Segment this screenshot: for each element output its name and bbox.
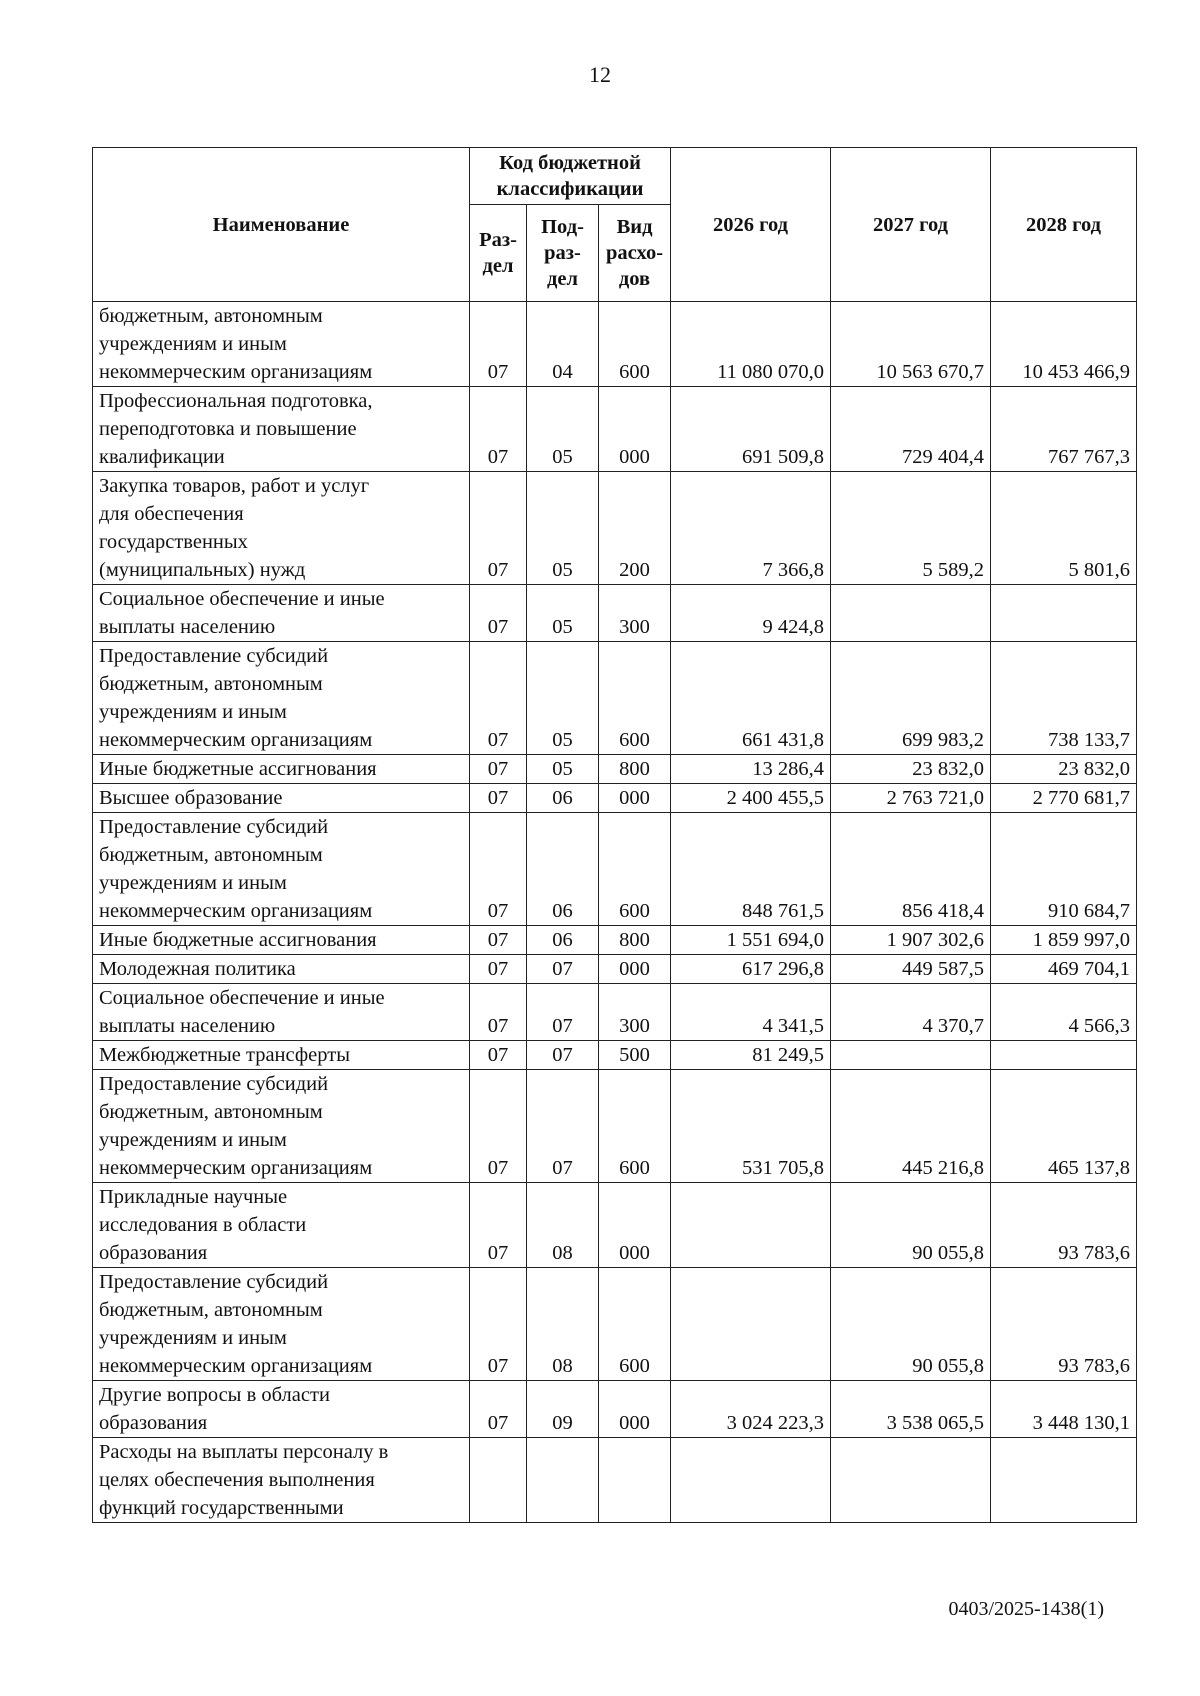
row-2027: 90 055,8	[831, 1183, 991, 1268]
row-podrazdel: 07	[527, 984, 599, 1041]
row-2028: 93 783,6	[991, 1268, 1137, 1381]
table-row	[93, 784, 1137, 813]
row-2026: 531 705,8	[671, 1070, 831, 1183]
header-2026: 2026 год	[671, 148, 831, 302]
row-vid: 000	[599, 1183, 671, 1268]
row-2027	[831, 1438, 991, 1523]
row-2028: 3 448 130,1	[991, 1381, 1137, 1438]
header-2027: 2027 год	[831, 148, 991, 302]
header-2028: 2028 год	[991, 148, 1137, 302]
header-vid: Вид расхо- дов	[599, 205, 671, 302]
row-razdel: 07	[470, 585, 527, 642]
row-podrazdel: 08	[527, 1183, 599, 1268]
row-2027: 699 983,2	[831, 642, 991, 755]
row-vid	[599, 1438, 671, 1523]
row-2026: 7 366,8	[671, 472, 831, 585]
row-podrazdel: 06	[527, 926, 599, 955]
row-razdel: 07	[470, 755, 527, 784]
row-vid: 000	[599, 387, 671, 472]
table-row	[93, 1183, 1137, 1268]
row-2027	[831, 585, 991, 642]
page-number: 12	[589, 62, 611, 87]
table-row	[93, 1041, 1137, 1070]
row-razdel: 07	[470, 1070, 527, 1183]
row-2026: 848 761,5	[671, 813, 831, 926]
row-2027: 4 370,7	[831, 984, 991, 1041]
row-name: Профессиональная подготовка, переподготовка и повышение квалификации	[93, 387, 470, 472]
row-2027: 729 404,4	[831, 387, 991, 472]
row-2028: 469 704,1	[991, 955, 1137, 984]
row-2028: 910 684,7	[991, 813, 1137, 926]
table-row	[93, 955, 1137, 984]
row-name: Межбюджетные трансферты	[93, 1041, 470, 1070]
row-2026: 1 551 694,0	[671, 926, 831, 955]
row-2028: 767 767,3	[991, 387, 1137, 472]
document-id: 0403/2025-1438(1)	[948, 1598, 1104, 1620]
row-2026	[671, 1183, 831, 1268]
table-row	[93, 1268, 1137, 1381]
row-razdel	[470, 1438, 527, 1523]
row-name: Молодежная политика	[93, 955, 470, 984]
row-razdel: 07	[470, 1268, 527, 1381]
row-2026: 9 424,8	[671, 585, 831, 642]
row-vid: 800	[599, 755, 671, 784]
row-2028	[991, 585, 1137, 642]
row-name: Расходы на выплаты персоналу в целях обеспечения выполнения функций государственными	[93, 1438, 470, 1523]
row-2027	[831, 1041, 991, 1070]
row-name: Высшее образование	[93, 784, 470, 813]
row-podrazdel: 09	[527, 1381, 599, 1438]
row-razdel: 07	[470, 926, 527, 955]
row-podrazdel: 06	[527, 784, 599, 813]
row-2027: 10 563 670,7	[831, 302, 991, 387]
row-name: Социальное обеспечение и иные выплаты населению	[93, 984, 470, 1041]
row-name: Предоставление субсидий бюджетным, автономным учреждениям и иным некоммерческим организациям	[93, 642, 470, 755]
table-row	[93, 387, 1137, 472]
row-2028: 10 453 466,9	[991, 302, 1137, 387]
row-2027: 23 832,0	[831, 755, 991, 784]
row-razdel: 07	[470, 472, 527, 585]
row-2026: 81 249,5	[671, 1041, 831, 1070]
row-2026: 4 341,5	[671, 984, 831, 1041]
row-2027: 3 538 065,5	[831, 1381, 991, 1438]
row-podrazdel: 05	[527, 387, 599, 472]
table-body	[93, 302, 1137, 1523]
table-row	[93, 926, 1137, 955]
row-2026: 691 509,8	[671, 387, 831, 472]
row-vid: 300	[599, 984, 671, 1041]
row-2028: 4 566,3	[991, 984, 1137, 1041]
row-podrazdel: 05	[527, 642, 599, 755]
row-podrazdel: 05	[527, 472, 599, 585]
row-2028: 738 133,7	[991, 642, 1137, 755]
row-vid: 500	[599, 1041, 671, 1070]
row-2027: 1 907 302,6	[831, 926, 991, 955]
row-vid: 300	[599, 585, 671, 642]
row-vid: 600	[599, 813, 671, 926]
row-2026: 661 431,8	[671, 642, 831, 755]
row-2028	[991, 1041, 1137, 1070]
row-2026	[671, 1438, 831, 1523]
row-vid: 600	[599, 302, 671, 387]
row-2026: 11 080 070,0	[671, 302, 831, 387]
table-row	[93, 813, 1137, 926]
row-vid: 600	[599, 1268, 671, 1381]
row-razdel: 07	[470, 642, 527, 755]
row-razdel: 07	[470, 955, 527, 984]
budget-table	[92, 147, 1137, 1523]
row-name: Иные бюджетные ассигнования	[93, 755, 470, 784]
row-vid: 000	[599, 955, 671, 984]
row-name: Предоставление субсидий бюджетным, автономным учреждениям и иным некоммерческим организациям	[93, 813, 470, 926]
row-razdel: 07	[470, 784, 527, 813]
row-vid: 000	[599, 1381, 671, 1438]
table-row	[93, 472, 1137, 585]
row-podrazdel: 08	[527, 1268, 599, 1381]
row-2027: 445 216,8	[831, 1070, 991, 1183]
table-row	[93, 1070, 1137, 1183]
row-name: Другие вопросы в области образования	[93, 1381, 470, 1438]
row-razdel: 07	[470, 1041, 527, 1070]
header-name: Наименование	[93, 148, 470, 302]
table-row	[93, 1381, 1137, 1438]
row-vid: 000	[599, 784, 671, 813]
row-name: Прикладные научные исследования в области образования	[93, 1183, 470, 1268]
table-header	[93, 148, 1137, 302]
row-2028: 2 770 681,7	[991, 784, 1137, 813]
row-name: Предоставление субсидий бюджетным, автономным учреждениям и иным некоммерческим организациям	[93, 1268, 470, 1381]
row-2027: 856 418,4	[831, 813, 991, 926]
row-name: бюджетным, автономным учреждениям и иным некоммерческим организациям	[93, 302, 470, 387]
row-2026	[671, 1268, 831, 1381]
row-vid: 600	[599, 1070, 671, 1183]
row-podrazdel: 07	[527, 1070, 599, 1183]
row-razdel: 07	[470, 1183, 527, 1268]
row-name: Закупка товаров, работ и услуг для обеспечения государственных (муниципальных) нужд	[93, 472, 470, 585]
row-vid: 800	[599, 926, 671, 955]
row-podrazdel	[527, 1438, 599, 1523]
table-row	[93, 302, 1137, 387]
table-row	[93, 755, 1137, 784]
row-2027: 90 055,8	[831, 1268, 991, 1381]
row-podrazdel: 06	[527, 813, 599, 926]
row-2027: 5 589,2	[831, 472, 991, 585]
row-2027: 2 763 721,0	[831, 784, 991, 813]
header-podrazdel: Под- раз- дел	[527, 205, 599, 302]
table-row	[93, 984, 1137, 1041]
row-2026: 13 286,4	[671, 755, 831, 784]
table-row	[93, 642, 1137, 755]
row-vid: 600	[599, 642, 671, 755]
row-2026: 3 024 223,3	[671, 1381, 831, 1438]
row-podrazdel: 04	[527, 302, 599, 387]
row-2028	[991, 1438, 1137, 1523]
header-razdel: Раз- дел	[470, 205, 527, 302]
row-name: Социальное обеспечение и иные выплаты населению	[93, 585, 470, 642]
row-podrazdel: 05	[527, 755, 599, 784]
row-2027: 449 587,5	[831, 955, 991, 984]
row-2028: 465 137,8	[991, 1070, 1137, 1183]
row-vid: 200	[599, 472, 671, 585]
row-podrazdel: 05	[527, 585, 599, 642]
table-row	[93, 585, 1137, 642]
row-podrazdel: 07	[527, 1041, 599, 1070]
row-razdel: 07	[470, 984, 527, 1041]
row-2028: 93 783,6	[991, 1183, 1137, 1268]
row-2028: 1 859 997,0	[991, 926, 1137, 955]
table-row	[93, 1438, 1137, 1523]
row-name: Иные бюджетные ассигнования	[93, 926, 470, 955]
row-razdel: 07	[470, 813, 527, 926]
row-razdel: 07	[470, 387, 527, 472]
row-razdel: 07	[470, 302, 527, 387]
row-razdel: 07	[470, 1381, 527, 1438]
row-podrazdel: 07	[527, 955, 599, 984]
header-code-group: Код бюджетной классификации	[470, 148, 671, 205]
row-2028: 23 832,0	[991, 755, 1137, 784]
row-2028: 5 801,6	[991, 472, 1137, 585]
row-2026: 617 296,8	[671, 955, 831, 984]
row-2026: 2 400 455,5	[671, 784, 831, 813]
row-name: Предоставление субсидий бюджетным, автономным учреждениям и иным некоммерческим организациям	[93, 1070, 470, 1183]
